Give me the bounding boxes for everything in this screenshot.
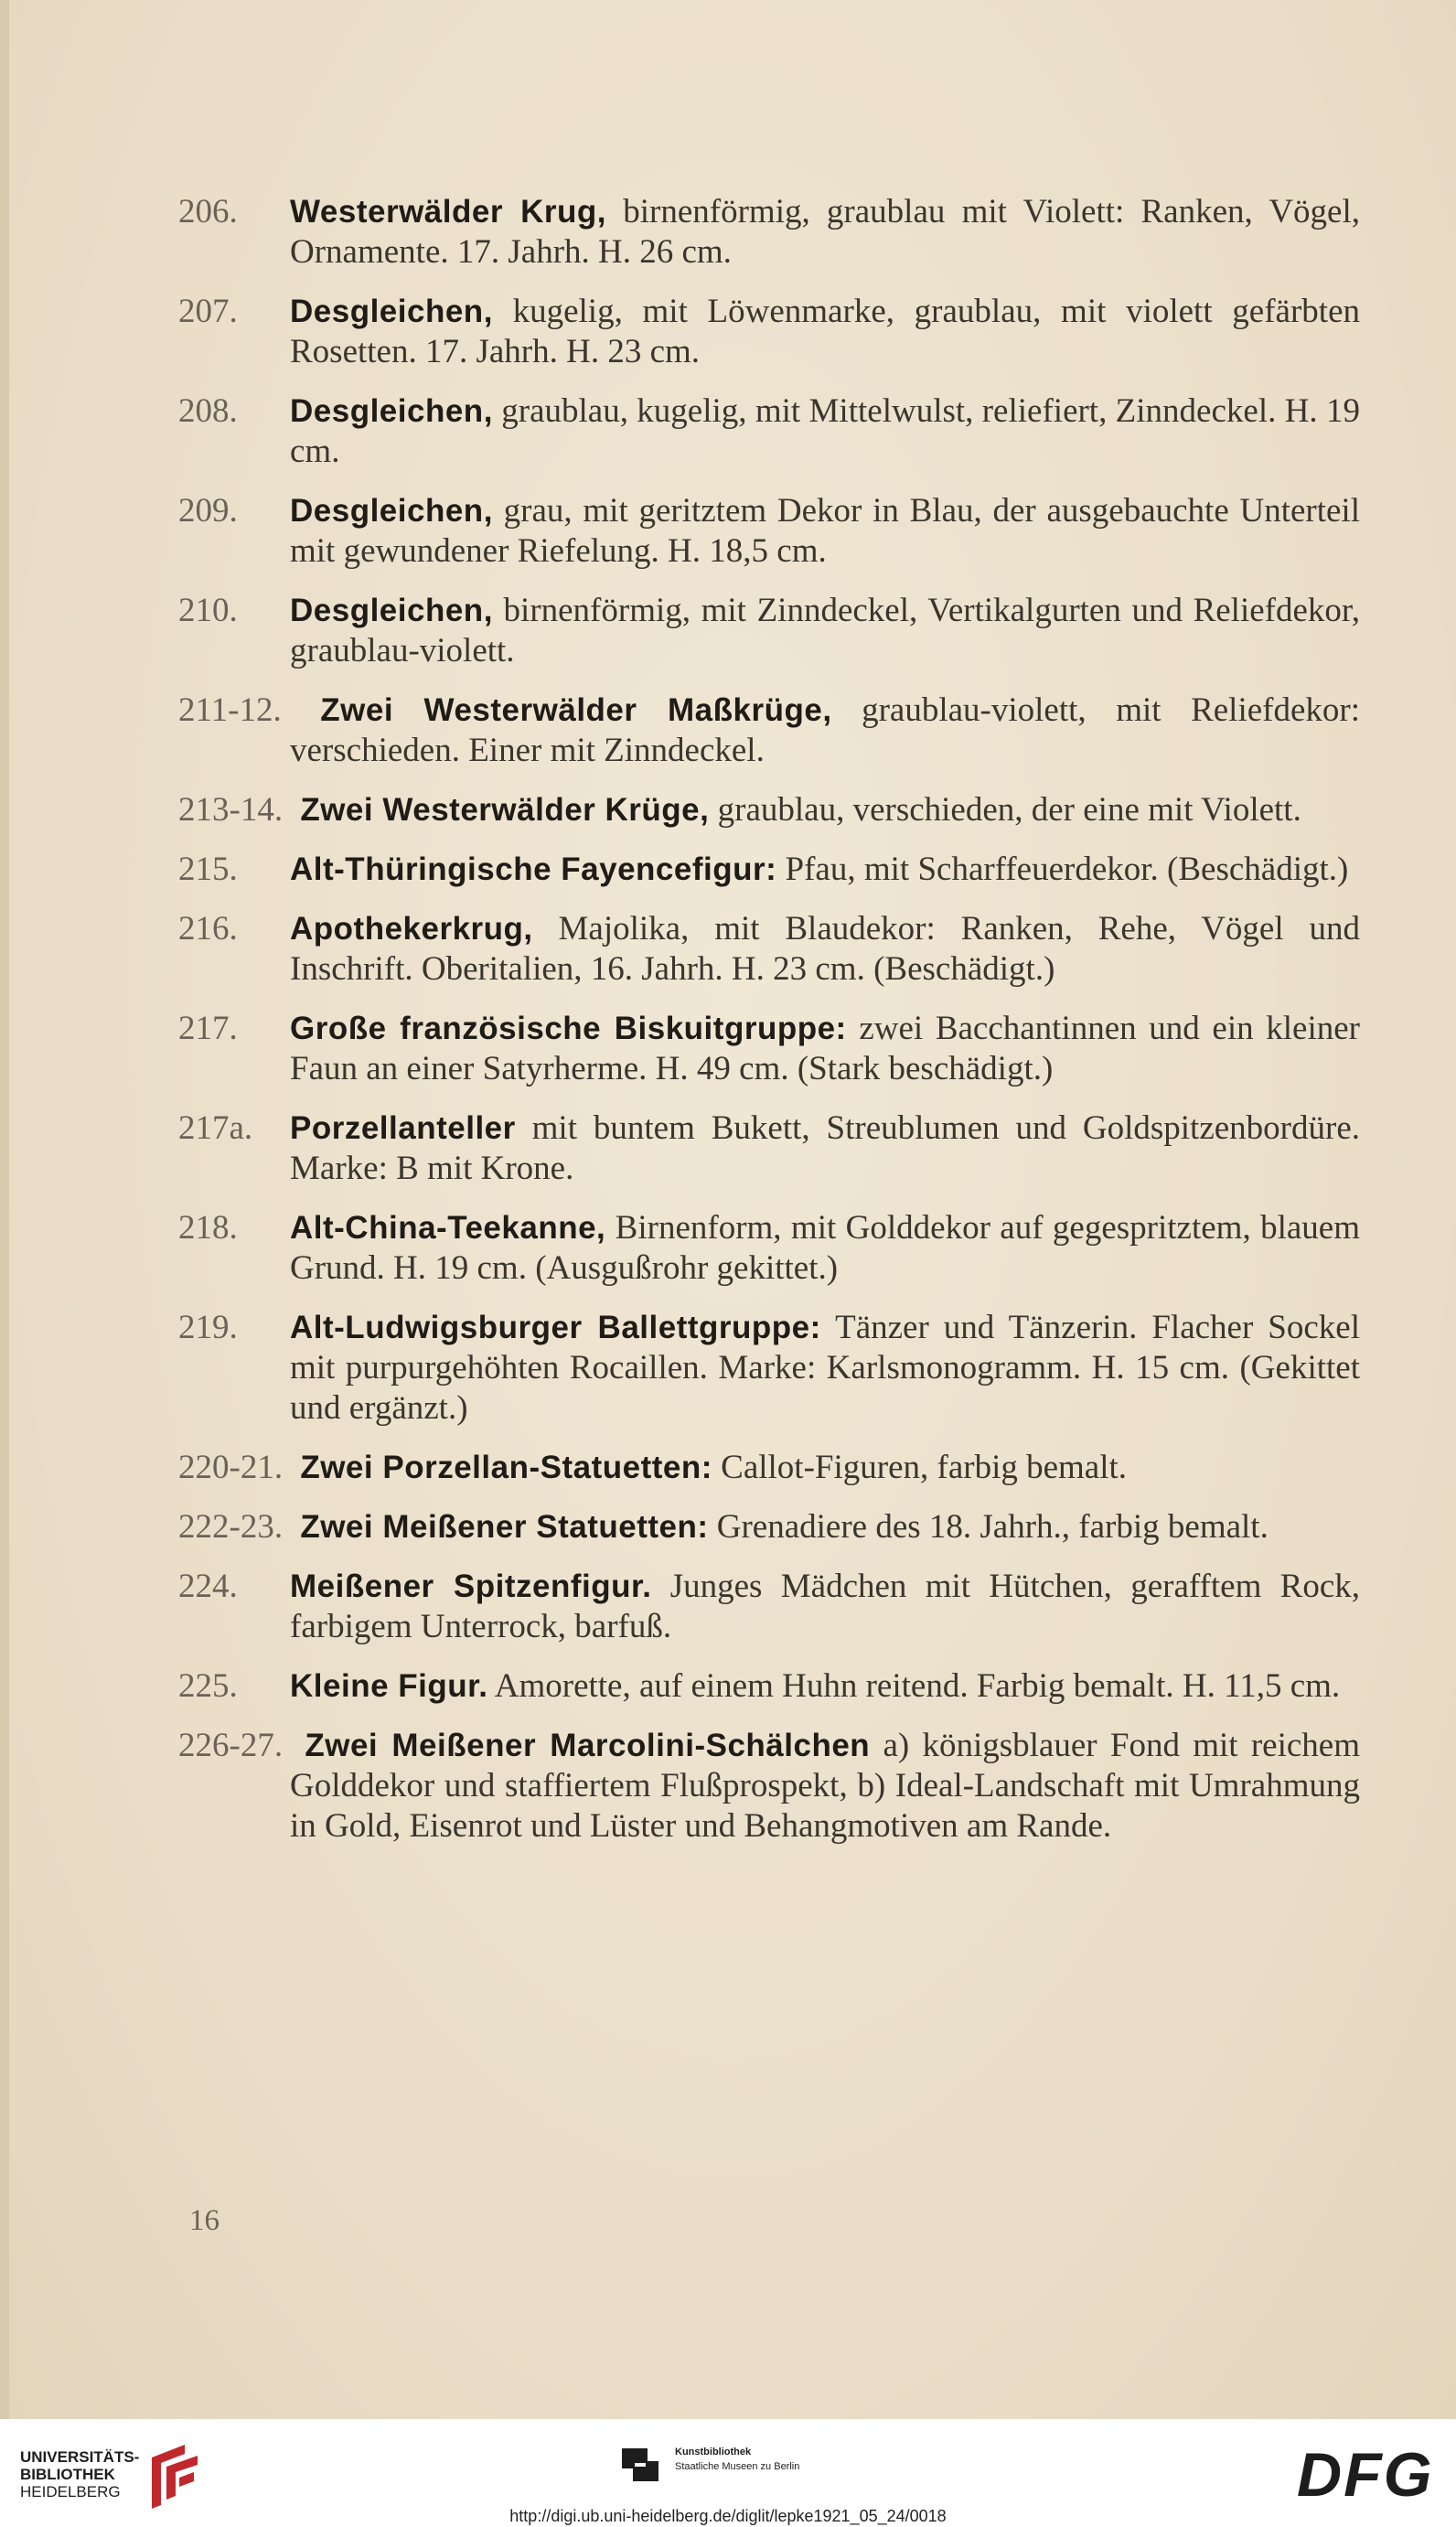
catalog-entry [178, 1726, 1360, 1847]
entry-number: 215. [178, 851, 238, 888]
entry-title: Desgleichen, [290, 294, 493, 329]
ub-logo-line: HEIDELBERG [20, 2483, 121, 2500]
entry-description: Amorette, auf einem Huhn reitend. Farbig bemalt. H. 11,5 cm. [487, 1667, 1341, 1705]
catalog-entry [178, 909, 1360, 990]
entry-number: 206. [178, 193, 238, 230]
ub-logo-line: UNIVERSITÄTS- [20, 2448, 140, 2466]
digitization-footer [0, 2419, 1456, 2527]
kb-logo-line: Staatliche Museen zu Berlin [675, 2461, 800, 2472]
catalog-entry [178, 790, 1360, 830]
entry-title: Zwei Meißener Marcolini-Schälchen [305, 1728, 871, 1763]
entry-description: a) königsblauer Fond mit reichem Golddekor und staffiertem Flußprospekt, b) Ideal-Landschaft mit Umrahmung in Gold, Eisenrot und Lüster und Behangmotiven am Rande. [290, 1727, 1360, 1845]
catalog-entry [178, 591, 1360, 671]
entry-title: Zwei Porzellan-Statuetten: [300, 1450, 712, 1485]
catalog-entries [178, 192, 1360, 1866]
entry-title: Desgleichen, [290, 493, 493, 529]
entry-title: Kleine Figur. [290, 1668, 488, 1704]
entry-description: grau, mit geritztem Dekor in Blau, der ausgebauchte Unterteil mit gewundener Riefelung. H. 18,5 cm. [290, 492, 1360, 570]
catalog-entry [178, 1666, 1360, 1707]
entry-description: Junges Mädchen mit Hütchen, gerafftem Rock, farbigem Unterrock, barfuß. [290, 1568, 1360, 1645]
entry-number: 218. [178, 1209, 238, 1247]
entry-title: Alt-China-Teekanne, [290, 1210, 606, 1246]
catalog-entry [178, 391, 1360, 472]
dfg-logo[interactable]: DFG [1297, 2440, 1434, 2510]
entry-title: Alt-Ludwigsburger Ballettgruppe: [290, 1310, 821, 1345]
entry-number: 209. [178, 492, 238, 530]
entry-number: 217a. [178, 1109, 253, 1147]
ub-heidelberg-logo[interactable] [20, 2448, 139, 2500]
entry-body [178, 1507, 1360, 1547]
catalog-entry [178, 192, 1360, 273]
entry-number: 226-27. [178, 1727, 284, 1764]
entry-number: 224. [178, 1568, 238, 1605]
entry-number: 210. [178, 592, 238, 629]
entry-title: Meißener Spitzenfigur. [290, 1569, 652, 1604]
entry-title: Große französische Biskuitgruppe: [290, 1011, 847, 1046]
entry-title: Alt-Thüringische Fayencefigur: [290, 851, 777, 887]
catalog-entry [178, 691, 1360, 771]
kb-logo-line: Kunstbibliothek [675, 2447, 752, 2457]
catalog-entry [178, 1108, 1360, 1189]
catalog-entry [178, 1567, 1360, 1647]
entry-description: birnenförmig, graublau mit Violett: Ranken, Vögel, Ornamente. 17. Jahrh. H. 26 cm. [290, 193, 1360, 271]
entry-title: Zwei Meißener Statuetten: [300, 1509, 709, 1545]
entry-description: Callot-Figuren, farbig bemalt. [712, 1449, 1128, 1486]
catalog-entry [178, 1009, 1360, 1089]
entry-number: 216. [178, 910, 238, 948]
entry-description: Pfau, mit Scharffeuerdekor. (Beschädigt.) [776, 851, 1349, 888]
kunstbibliothek-mark-icon [622, 2448, 658, 2481]
entry-title: Desgleichen, [290, 393, 493, 429]
entry-number: 222-23. [178, 1508, 284, 1546]
catalog-entry [178, 1208, 1360, 1289]
catalog-entry [178, 491, 1360, 572]
entry-body [178, 1448, 1360, 1488]
entry-number: 207. [178, 293, 238, 330]
entry-description: Tänzer und Tänzerin. Flacher Sockel mit purpurgehöhten Rocaillen. Marke: Karlsmonogramm. H. 15 cm. (Gekittet und ergänzt.) [290, 1309, 1360, 1427]
entry-description: graublau, verschieden, der eine mit Violett. [709, 791, 1301, 829]
entry-number: 217. [178, 1010, 238, 1047]
catalog-entry [178, 1308, 1360, 1429]
catalog-entry [178, 850, 1360, 890]
entry-number: 208. [178, 392, 238, 430]
ub-logo-line: BIBLIOTHEK [20, 2466, 115, 2483]
entry-number: 219. [178, 1309, 238, 1346]
page-number: 16 [189, 2204, 219, 2237]
entry-body [178, 691, 1360, 771]
catalog-entry [178, 1507, 1360, 1547]
entry-description: Majolika, mit Blaudekor: Ranken, Rehe, Vögel und Inschrift. Oberitalien, 16. Jahrh. H. 23 cm. (Beschädigt.) [290, 910, 1360, 988]
entry-title: Apothekerkrug, [290, 911, 533, 947]
entry-title: Zwei Westerwälder Krüge, [300, 792, 710, 828]
entry-description: mit buntem Bukett, Streublumen und Goldspitzenbordüre. Marke: B mit Krone. [290, 1109, 1360, 1187]
entry-body [178, 790, 1360, 830]
ub-emblem-icon [148, 2441, 201, 2512]
catalog-entry [178, 1448, 1360, 1488]
entry-description: graublau, kugelig, mit Mittelwulst, reliefiert, Zinndeckel. H. 19 cm. [290, 392, 1360, 470]
entry-number: 225. [178, 1667, 238, 1705]
entry-number: 220-21. [178, 1449, 284, 1486]
entry-description: zwei Bacchantinnen und ein kleiner Faun an einer Satyrherme. H. 49 cm. (Stark beschädigt.) [290, 1010, 1360, 1087]
entry-number: 211-12. [178, 691, 282, 729]
catalog-entry [178, 292, 1360, 372]
entry-body [178, 1726, 1360, 1847]
entry-title: Zwei Westerwälder Maßkrüge, [320, 692, 832, 728]
entry-title: Desgleichen, [290, 593, 493, 628]
entry-description: birnenförmig, mit Zinndeckel, Vertikalgurten und Reliefdekor, graublau-violett. [290, 592, 1360, 669]
permalink-url[interactable]: http://digi.ub.uni-heidelberg.de/diglit/lepke1921_05_24/0018 [509, 2507, 947, 2525]
entry-title: Westerwälder Krug, [290, 194, 607, 230]
entry-title: Porzellanteller [290, 1110, 516, 1146]
entry-description: Grenadiere des 18. Jahrh., farbig bemalt. [708, 1508, 1269, 1546]
entry-description: graublau-violett, mit Reliefdekor: verschieden. Einer mit Zinndeckel. [290, 691, 1361, 769]
entry-description: Birnenform, mit Golddekor auf gegespritztem, blauem Grund. H. 19 cm. (Ausgußrohr gekittet.) [290, 1209, 1360, 1287]
entry-description: kugelig, mit Löwenmarke, graublau, mit violett gefärbten Rosetten. 17. Jahrh. H. 23 cm. [290, 293, 1360, 370]
entry-number: 213-14. [178, 791, 284, 829]
